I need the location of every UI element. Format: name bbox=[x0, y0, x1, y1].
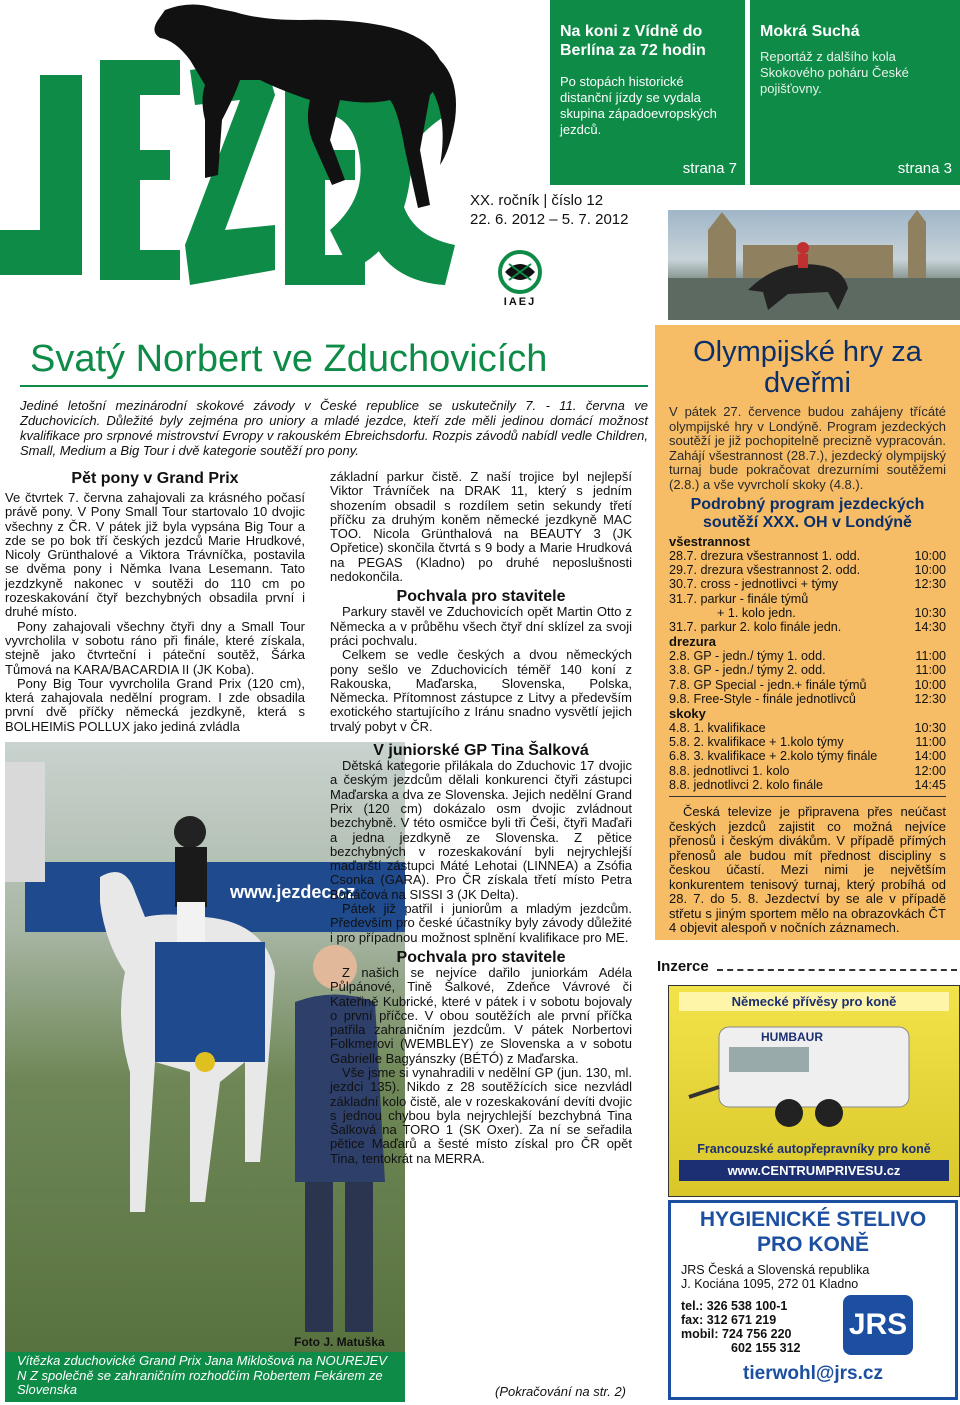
col2-heading: Pochvala pro stavitele bbox=[396, 588, 566, 606]
column-1 bbox=[5, 470, 305, 734]
program-row: 5.8. 2. kvalifikace + 1.kolo týmy 11:00 bbox=[669, 735, 946, 750]
program-section-name: skoky bbox=[669, 706, 706, 722]
jrs-company: JRS Česká a Slovenská republika bbox=[681, 1263, 870, 1277]
lead-paragraph: Jediné letošní mezinárodní skokové závody v České republice se uskutečnily 7. - 11. června ve Zduchovicích. Důležité byly zejména pro uniory a mladé jezdce, kteří zde měli jedinou domácí možnost kvalifikace pro srpnové mistrovství Evropy v rakouském Ebreichsdorfu. Rozpis závodů nabídl vedle Children, Small, Medium a Big Tour i dvě kategorie soutěží pro pony. bbox=[20, 398, 648, 458]
program-row: 8.8. jednotlivci 1. kolo 12:00 bbox=[669, 763, 946, 778]
program-row: 9.8. Free-Style - finále jednotlivců 12:30 bbox=[669, 691, 946, 706]
jrs-mobile2: 602 155 312 bbox=[731, 1341, 801, 1355]
program-section-name: drezura bbox=[669, 634, 716, 650]
jrs-tel: tel.: 326 538 100-1 bbox=[681, 1299, 788, 1313]
trailer-brand: HUMBAUR bbox=[761, 1030, 823, 1044]
program-section-eventing bbox=[669, 534, 946, 634]
col2-heading: Pochvala pro stavitele bbox=[396, 948, 566, 966]
date-line: 22. 6. 2012 – 5. 7. 2012 bbox=[470, 211, 629, 228]
col1-paragraph: Ve čtvrtek 7. června zahajovali za krásného počasí právě pony. V Pony Small Tour startovalo 10 dvojic všechny z ČR. V pátek již byla vypsána Big Tour a zde se po bok tří českých jezdců Marie Hrudkové, Nicoly Grünthalové a Viktora Trávníčka, postavila se dvěma pony i Němka Ivana Lesemann. Tato jezdzkyně nakonec v soutěži do 110 cm po rozeskakování čtyř bezchybných obsadila první i druhé místo. bbox=[5, 490, 305, 620]
teaser-text: Reportáž z dalšího kola Skokového poháru České pojišťovny. bbox=[760, 49, 909, 96]
col2-paragraph: Parkury stavěl ve Zduchovicích opět Martin Otto z Německa a v průběhu všech čtyř dní sklízel za svoji práci pochvalu. bbox=[330, 604, 632, 648]
jrs-ad[interactable] bbox=[668, 1200, 958, 1400]
jrs-mobile: mobil: 724 756 220 bbox=[681, 1327, 792, 1341]
teaser-mokra-sucha[interactable] bbox=[750, 0, 960, 185]
program-row: 2.8. GP - jedn./ týmy 1. odd. 11:00 bbox=[669, 649, 946, 664]
jrs-address: J. Kociána 1095, 272 01 Kladno bbox=[681, 1277, 859, 1291]
column-2 bbox=[330, 470, 632, 1166]
program-row: + 1. kolo jedn. 10:30 bbox=[717, 605, 946, 620]
jrs-title: HYGIENICKÉ STELIVO PRO KONĚ bbox=[699, 1208, 927, 1256]
col1-paragraph: Pony Big Tour vyvrcholila Grand Prix (120 cm), která zahajovala nedělní program. I zde obsadila první dvě příčky německá jezdkyně, která s BOLHEIMiS POLLUX jako jediná zvládla bbox=[5, 675, 305, 734]
trailer-ad[interactable] bbox=[668, 985, 960, 1197]
col1-paragraph: Pony zahajovali všechny čtyři dny a Small Tour vyvrcholila v sobotu ráno při finále, které získala, stejně jako čtvrteční i páteční soutěž, Šárka Tůmová na KARA/BACARDIA II (JK Koba). bbox=[5, 618, 305, 677]
program-row: 7.8. GP Special - jedn.+ finále týmů 10:00 bbox=[669, 677, 946, 692]
ads-label-dashes bbox=[717, 969, 957, 971]
iaej-label: IAEJ bbox=[503, 296, 537, 308]
teaser-vienna-berlin[interactable] bbox=[550, 0, 745, 185]
teaser-title: Na koni z Vídně do Berlína za 72 hodin bbox=[560, 23, 706, 59]
program-rule bbox=[669, 796, 946, 797]
photo-banner: www.jezdec.cz bbox=[230, 882, 356, 902]
trailer-ad-url[interactable]: www.CENTRUMPRIVESU.cz bbox=[679, 1160, 949, 1181]
issue-line: XX. ročník | číslo 12 bbox=[470, 192, 604, 209]
program-section-dressage bbox=[669, 634, 946, 706]
program-section-name: všestrannost bbox=[669, 534, 750, 549]
program-row: 31.7. parkur 2. kolo finále jedn. 14:30 bbox=[669, 620, 946, 635]
col2-paragraph: Celkem se vedle českých a dvou německých pony sešlo ve Zduchovicích téměř 140 koní z Rakouska, Maďarska, Slovenska, Polska, Německa. Přítomnost zástupce z Litvy a především exotického startujícího z Iránu snadno vysvětlí jejich trvalý pobyt v ČR. bbox=[330, 647, 632, 734]
london-photo bbox=[668, 210, 960, 320]
ads-label bbox=[657, 958, 957, 975]
program-row: 4.8. 1. kvalifikace 10:30 bbox=[669, 721, 946, 736]
teaser-page: strana 7 bbox=[682, 160, 737, 177]
program-title: Podrobný program jezdeckých soutěží XXX. OH v Londýně bbox=[690, 496, 925, 531]
program-section-jumping bbox=[669, 706, 946, 792]
program-row: 3.8. GP - jedn./ týmy 2. odd. 11:00 bbox=[669, 663, 946, 678]
program-row: 29.7. drezura všestrannost 2. odd. 10:00 bbox=[669, 563, 946, 578]
photo-caption: Vítězka zduchovické Grand Prix Jana Miklošová na NOUREJEV N Z společně se zahraničním rozhodčím Robertem Fekárem ze Slovenska bbox=[5, 1352, 405, 1402]
ads-label-text: Inzerce bbox=[657, 958, 709, 975]
col2-paragraph: Z našich se nejvíce dařilo juniorkám Adéla Půlpánové, Tině Šalkové, Zdeňce Vávrové či Kateřině Kubrické, které v pátek i v sobotu bojovaly o první příčce. V obou soutěžích ale první příčka patřila zahraničním jezdcům. V pátek Norbertovi Folkmerovi (WEMBLEY) ze Slovenska a v sobotu Gabrielle Bagyánszky (BÉTÓ) z Maďarska. bbox=[330, 964, 632, 1066]
col2-paragraph: Pátek již patřil i juniorům a mladým jezdcům. Především pro české účastníky byly závody důležité i pro případnou možnost splnění kvalifikace pro ME. bbox=[330, 901, 632, 945]
col2-paragraph: Vše jsme si vynahradili v nedělní GP (jun. 130, ml. jezdci 135). Nikdo z 28 soutěžících sice nezvládl základní kolo čistě, ale v rozeskakování devíti dvojic s jednou chybou byla nejrychlejší bezchybná Tina Šalková na TORO 1 (SK Oxer). Za ní se seřadila pětice Maďarů a šesté místo získal pro ČR opět Tina, tentokrát na MERRA. bbox=[330, 1064, 632, 1166]
olympic-title: Olympijské hry za dveřmi bbox=[693, 336, 922, 399]
olympic-intro: V pátek 27. července budou zahájeny třícáté olympijské hry v Londýně. Program jezdeckých soutěží je již pochopitelně precizně vypracován. Zahájí všestrannost (28.7.), jezdecký olympijský turnaj bude pokračovat drezurními soutěžemi (2.8.) a vše vyvrcholí skoky (4.8.). bbox=[669, 404, 946, 492]
program-row: 30.7. cross - jednotlivci + týmy 12:30 bbox=[669, 577, 946, 592]
jrs-email[interactable]: tierwohl@jrs.cz bbox=[743, 1363, 883, 1384]
trailer-ad-bottom: Francouzské autopřepravníky pro koně bbox=[697, 1142, 931, 1156]
olympic-box bbox=[655, 325, 960, 940]
col2-heading: V juniorské GP Tina Šalková bbox=[373, 742, 589, 760]
photo-credit: Foto J. Matuška bbox=[294, 1335, 385, 1349]
headline-rule bbox=[20, 385, 648, 387]
main-headline: Svatý Norbert ve Zduchovicích bbox=[30, 338, 548, 380]
masthead-logo bbox=[0, 0, 470, 310]
trailer-ad-top: Německé přívěsy pro koně bbox=[679, 992, 949, 1011]
teaser-title: Mokrá Suchá bbox=[760, 23, 860, 40]
program-row: 6.8. 3. kvalifikace + 2.kolo týmy finále 14:00 bbox=[669, 749, 946, 764]
program-row: 28.7. drezura všestrannost 1. odd. 10:00 bbox=[669, 549, 946, 563]
jrs-fax: fax: 312 671 219 bbox=[681, 1313, 777, 1327]
continued-note: (Pokračování na str. 2) bbox=[495, 1384, 627, 1399]
teaser-text: Po stopách historické distanční jízdy se vydala skupina západoevropských jezdců. bbox=[560, 74, 717, 137]
col2-paragraph: Dětská kategorie přilákala do Zduchovic 17 dvojic a českým jezdcům dělali konkurenci čtyři zástupci Maďarska a dva ze Slovenska. Jejich nedělní Grand Prix (120 cm) dokázalo osm dvojic zvládnout bezchybně. V této osmičce byli tři Češi, čtyři Maďaři a jedna jezdkyně ze Slovenska. Z pětice bezchybných v rozeskakování byli nejrychlejší maďarští zástupci Máté Lehotai (LINNEA) a Zsófia Csonka (GARA). Pro ČR získala třetí místo Petra Boháčová na SISSI 3 (JK Delta). bbox=[330, 758, 632, 902]
jrs-logo: JRS bbox=[843, 1295, 913, 1355]
program-row: 8.8. jednotlivci 2. kolo finále 14:45 bbox=[669, 777, 946, 792]
col2-intro: základní parkur čistě. Z naší trojice byl nejlepší Viktor Trávníček na DRAK 11, který s jedním shozením obsadil s rozdílem setin sekundy třetí příčku za druhým koněm německé jezdkyně MAC TOO. Nicola Grünthalová na BEAUTY 3 (JK Opřetice) skončila čtvrtá s 9 body a Marie Hrudková na PEGAS (Kladno) po druhé neposlušnosti nedokončila. bbox=[330, 469, 632, 585]
tv-note: Česká televize je připravena přes neúčast českých jezdců zajistit co možná nejvíce přenosů i českým divákům. V případě přímých přenosů ale budou mít přednost discipliny s českou účastí. Mezi nimi je největším konkurentem tenisový turnaj, který probíhá od 28. 7. do 5. 8. Jezdectví by se ale v případě střetu s jiným sportem mělo na obrazovkách ČT 4 objevit alespoň v nočních záznamech. bbox=[669, 804, 946, 936]
teaser-page: strana 3 bbox=[897, 160, 952, 177]
col1-heading: Pět pony v Grand Prix bbox=[71, 470, 239, 487]
iaej-logo bbox=[487, 246, 553, 312]
program-row: 31.7. parkur - finále týmů bbox=[669, 591, 809, 606]
